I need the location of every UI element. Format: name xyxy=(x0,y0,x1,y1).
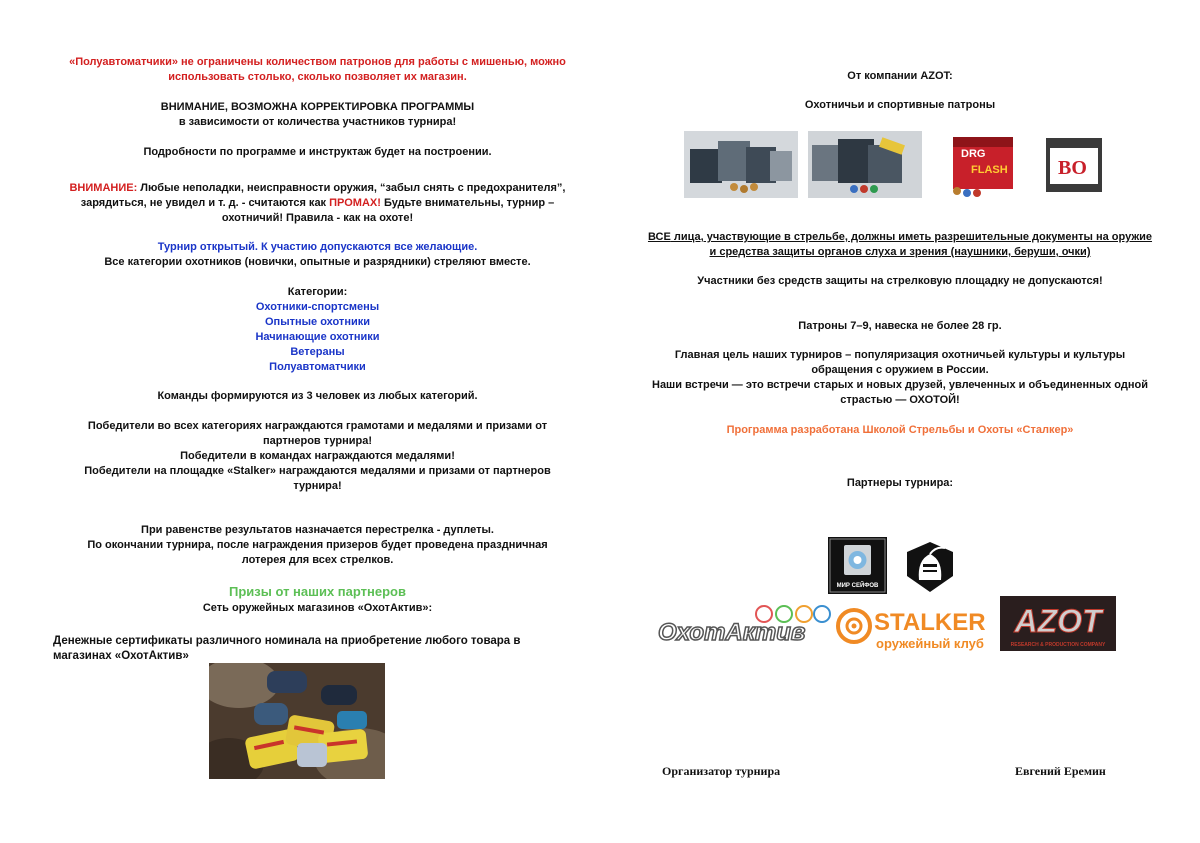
category-item: Ветераны xyxy=(290,346,345,358)
teams-text: Команды формируются из 3 человек из любых категорий. xyxy=(157,390,478,402)
category-item: Полуавтоматчики xyxy=(269,361,366,373)
bo-label: BO xyxy=(1058,157,1087,179)
azot-subtitle: Охотничьи и спортивные патроны xyxy=(804,99,996,111)
goal-line: Главная цель наших турниров – популяризация охотничьей культуры и культуры xyxy=(674,349,1126,361)
category-item: Опытные охотники xyxy=(265,316,370,328)
knight-helmet-icon xyxy=(903,540,957,594)
logo-azot-text: AZOT xyxy=(1014,603,1102,639)
categories-title: Категории: xyxy=(287,286,348,298)
logo-mir-seifov-text: МИР СЕЙФОВ xyxy=(836,583,879,589)
drg-box-art xyxy=(947,133,1019,197)
ohotaktiv-logo-art xyxy=(656,600,832,646)
ammo-box-art xyxy=(684,131,798,198)
warning-text-1: Любые неполадки, неисправности оружия, “забыл снять с предохранителя”, xyxy=(137,182,566,194)
all-categories: Все категории охотников (новички, опытные и разрядники) стреляют вместе. xyxy=(104,256,531,268)
goal-block xyxy=(640,348,1160,408)
winners-line: Победители во всех категориях награждаются грамотами и медалями и призами от xyxy=(87,420,548,432)
attention-subtitle: в зависимости от количества участников турнира! xyxy=(178,116,457,128)
details-text: Подробности по программе и инструктаж будет на построении. xyxy=(143,146,492,158)
certificates-line-1: Денежные сертификаты различного номинала на приобретение любого товара в xyxy=(53,635,521,647)
documents-line-1: лица, участвующие в стрельбе, должны иметь разрешительные документы на оружие xyxy=(670,231,1153,243)
logo-ohotaktiv xyxy=(656,600,832,646)
goal-line: страстью — ОХОТОЙ! xyxy=(840,394,960,406)
ammo-box-drg xyxy=(947,133,1019,197)
logo-mir-seifov xyxy=(828,537,887,594)
category-item: Охотники-спортсмены xyxy=(255,301,380,313)
attention-block xyxy=(40,100,595,130)
cartridges-text: Патроны 7–9, навеска не более 28 гр. xyxy=(798,320,1002,332)
safe-icon xyxy=(828,537,887,594)
ammo-box-photo-2 xyxy=(808,131,922,198)
winners-line: турнира! xyxy=(293,480,342,492)
bo-box-art xyxy=(1040,132,1108,198)
tie-block xyxy=(40,523,595,568)
intro-text xyxy=(40,55,595,85)
winners-line: Победители в командах награждаются медалями! xyxy=(180,450,455,462)
warning-text-3: Будьте внимательны, турнир – xyxy=(380,197,555,209)
intro-line-1: «Полуавтоматчики» не ограничены количеством патронов для работы с мишенью, можно xyxy=(69,56,566,68)
certificates-text xyxy=(53,634,520,664)
open-tournament-block xyxy=(40,240,595,270)
ammo-box-bo xyxy=(1040,132,1108,198)
winners-line: партнеров турнира! xyxy=(262,435,372,447)
categories-block xyxy=(40,285,595,375)
prizes-title: Призы от наших партнеров xyxy=(229,584,406,599)
goal-line: Наши встречи — это встречи старых и новых друзей, увлеченных и объединенных одной xyxy=(652,379,1148,391)
stalker-logo-art xyxy=(836,604,1002,652)
tie-line: По окончании турнира, после награждения призеров будет проведена праздничная xyxy=(87,539,548,551)
logo-ohotaktiv-text: ОхотАктив xyxy=(658,619,806,646)
logo-azot xyxy=(1000,596,1116,651)
logo-stalker xyxy=(836,604,1002,652)
ammo-box-photo-1 xyxy=(684,131,798,198)
organizer-name: Евгений Еремин xyxy=(1015,764,1106,778)
warning-label: ВНИМАНИЕ: xyxy=(69,182,138,194)
azot-logo-art xyxy=(1000,596,1116,651)
warning-text-2: зарядиться, не увидел и т. д. - считаются как xyxy=(80,197,330,209)
azot-title: От компании AZOT: xyxy=(847,70,953,82)
category-item: Начинающие охотники xyxy=(255,331,380,343)
logo-knight xyxy=(903,540,957,594)
documents-all: ВСЕ xyxy=(647,231,671,243)
warning-promah: ПРОМАХ! xyxy=(329,197,381,209)
ammo-box-art xyxy=(808,131,922,198)
logo-stalker-subtitle: оружейный клуб xyxy=(876,636,984,651)
program-by-text: Программа разработана Школой Стрельбы и Охоты «Сталкер» xyxy=(726,424,1074,436)
prizes-photo xyxy=(209,663,385,779)
certificates-line-2: магазинах «ОхотАктив» xyxy=(53,650,189,662)
warning-text-4: охотничий! Правила - как на охоте! xyxy=(221,212,414,224)
documents-line-2: и средства защиты органов слуха и зрения (наушники, беруши, очки) xyxy=(709,246,1091,258)
partners-title: Партнеры турнира: xyxy=(846,477,954,489)
no-protection-text: Участники без средств защиты на стрелковую площадку не допускаются! xyxy=(697,275,1103,287)
winners-block xyxy=(40,419,595,494)
drg-label: DRG xyxy=(961,148,986,160)
logo-stalker-text: STALKER xyxy=(874,609,986,636)
organizer-label: Организатор турнира xyxy=(662,764,781,778)
tie-line: лотерея для всех стрелков. xyxy=(241,554,394,566)
tie-line: При равенстве результатов назначается перестрелка - дуплеты. xyxy=(141,524,494,536)
goal-line: обращения с оружием в России. xyxy=(811,364,989,376)
flash-label: FLASH xyxy=(971,164,1008,176)
logo-azot-subtitle: RESEARCH & PRODUCTION COMPANY xyxy=(1010,642,1106,648)
documents-block xyxy=(640,230,1160,260)
attention-title: ВНИМАНИЕ, ВОЗМОЖНА КОРРЕКТИРОВКА ПРОГРАММЫ xyxy=(160,101,475,113)
open-tournament: Турнир открытый. К участию допускаются все желающие. xyxy=(157,241,478,253)
shops-title: Сеть оружейных магазинов «ОхотАктив»: xyxy=(202,602,433,614)
prizes-photo-art xyxy=(209,663,385,779)
winners-line: Победители на площадке «Stalker» награждаются медалями и призами от партнеров xyxy=(84,465,551,477)
intro-line-2: использовать столько, сколько позволяет их магазин. xyxy=(168,71,467,83)
warning-block xyxy=(40,181,595,226)
